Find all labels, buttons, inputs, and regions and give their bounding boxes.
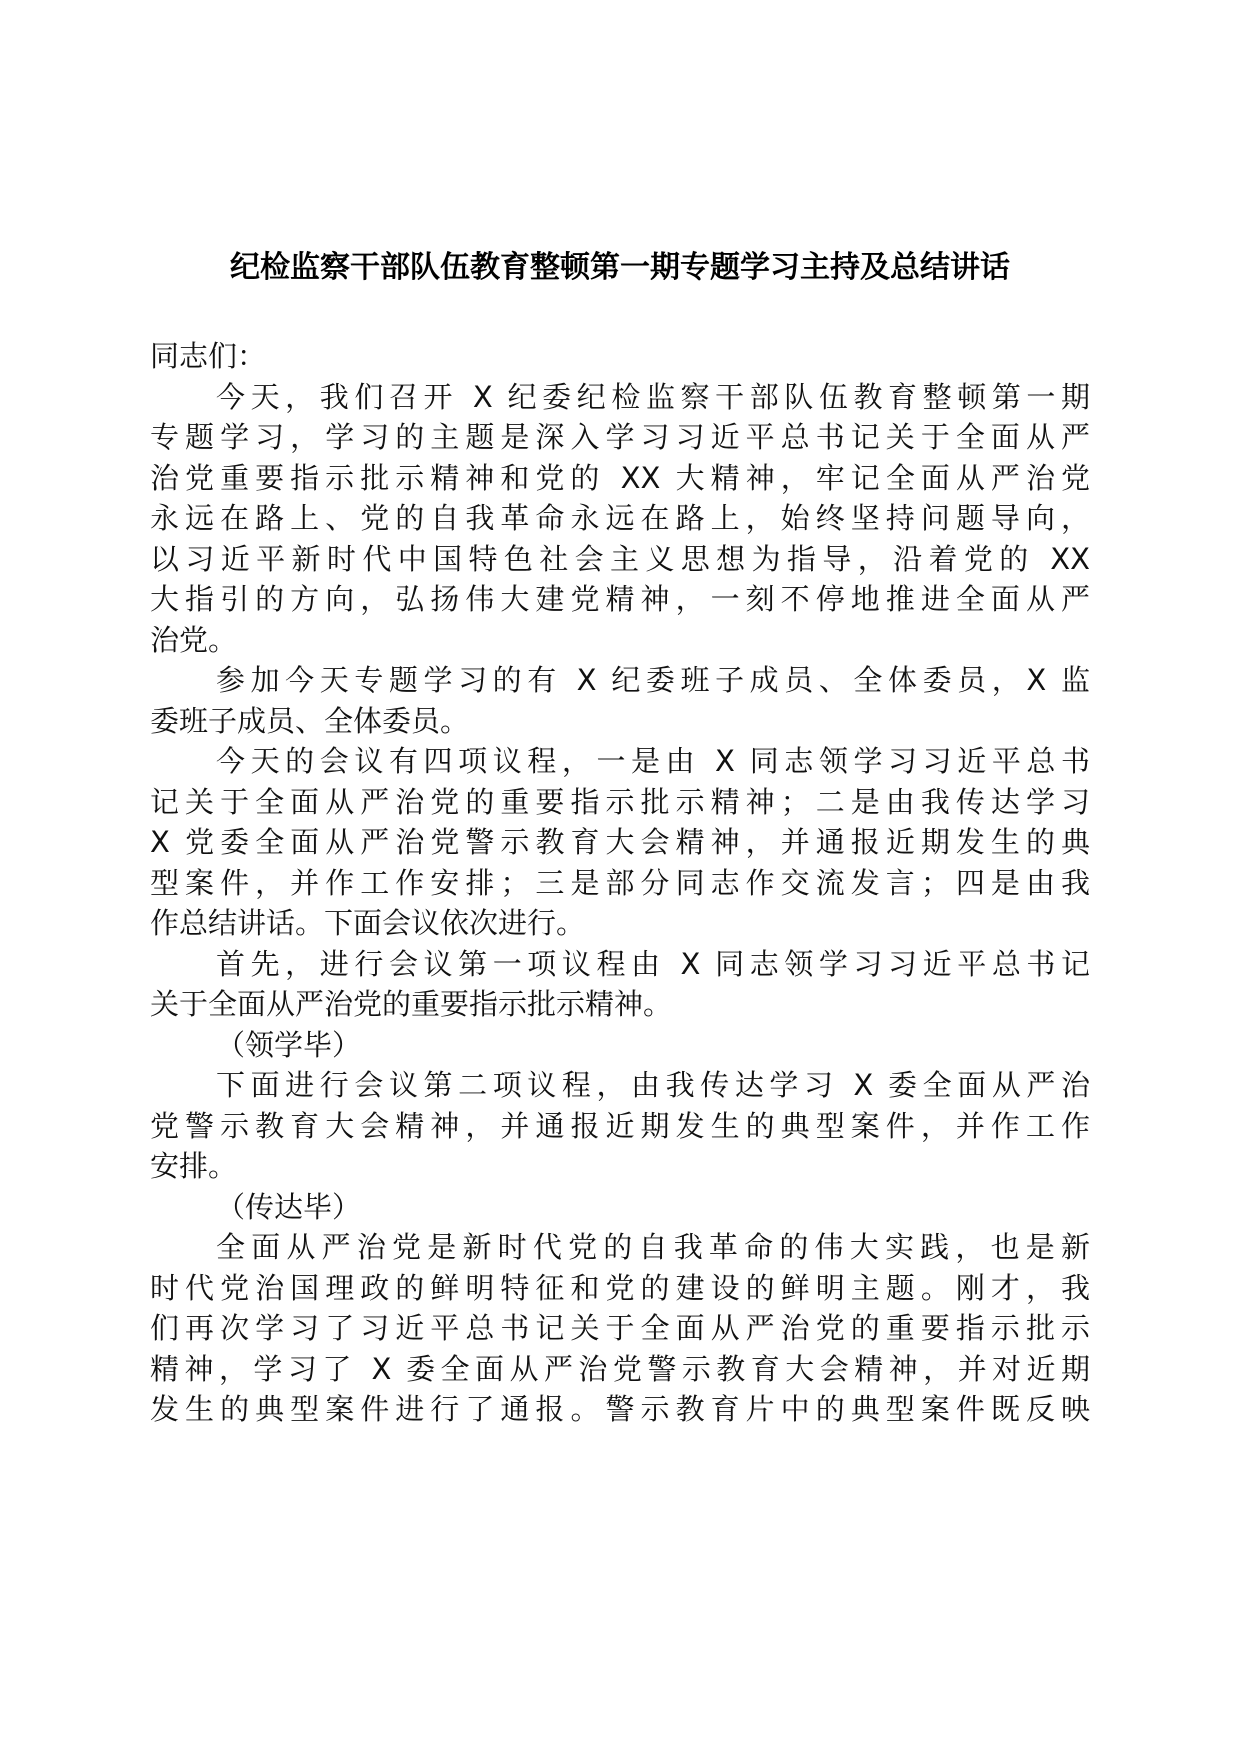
text-line: 精神，学习了 X 委全面从严治党警示教育大会精神，并对近期 [150,1351,1090,1386]
text-line: 专题学习，学习的主题是深入学习习近平总书记关于全面从严 [150,420,1090,454]
text-line: 记关于全面从严治党的重要指示批示精神；二是由我传达学习 [150,784,1090,819]
text-line: 大指引的方向，弘扬伟大建党精神，一刻不停地推进全面从严 [150,582,1090,616]
text-line: X 党委全面从严治党警示教育大会精神，并通报近期发生的典 [150,825,1090,859]
text-line: 今天的会议有四项议程，一是由 X 同志领学习习近平总书 [216,744,1090,778]
text-line: 以习近平新时代中国特色社会主义思想为指导，沿着党的 XX [150,541,1090,576]
text-line: 首先，进行会议第一项议程由 X 同志领学习习近平总书记 [216,946,1090,981]
text-line: 作总结讲话。下面会议依次进行。 [150,906,586,940]
document-title: 纪检监察干部队伍教育整顿第一期专题学习主持及总结讲话 [230,250,1010,285]
text-line: 党警示教育大会精神，并通报近期发生的典型案件，并作工作 [150,1108,1090,1143]
text-line: 参加今天专题学习的有 X 纪委班子成员、全体委员，X 监 [216,663,1090,697]
text-line: 永远在路上、党的自我革命永远在路上，始终坚持问题导向， [150,501,1090,535]
text-line: 同志们： [150,339,267,373]
text-line: 发生的典型案件进行了通报。警示教育片中的典型案件既反映 [150,1392,1090,1426]
text-line: 们再次学习了习近平总书记关于全面从严治党的重要指示批示 [150,1311,1090,1345]
text-line: 治党。 [150,622,238,657]
text-line: （领学毕） [216,1027,362,1062]
text-line: 安排。 [150,1149,238,1183]
text-line: 治党重要指示批示精神和党的 XX 大精神，牢记全面从严治党 [150,460,1090,495]
text-line: 关于全面从严治党的重要指示批示精神。 [150,987,673,1021]
text-line: （传达毕） [216,1189,362,1224]
text-line: 今天，我们召开 X 纪委纪检监察干部队伍教育整顿第一期 [216,379,1090,414]
text-line: 全面从严治党是新时代党的自我革命的伟大实践，也是新 [216,1230,1090,1264]
document-body [150,336,1090,1430]
text-line: 委班子成员、全体委员。 [150,703,470,738]
text-line: 下面进行会议第二项议程，由我传达学习 X 委全面从严治 [216,1068,1090,1102]
text-line: 型案件，并作工作安排；三是部分同志作交流发言；四是由我 [150,865,1090,900]
text-line: 时代党治国理政的鲜明特征和党的建设的鲜明主题。刚才，我 [150,1270,1090,1305]
